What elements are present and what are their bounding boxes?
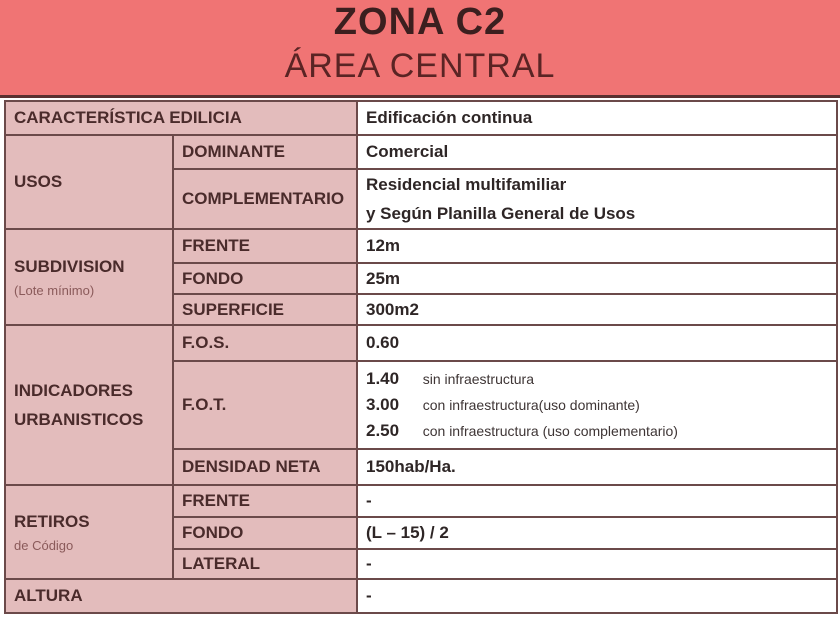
table-row	[5, 325, 837, 361]
subdivision-frente-label: FRENTE	[173, 229, 357, 263]
table-row	[5, 101, 837, 135]
indicadores-label	[5, 325, 173, 485]
subdivision-title: SUBDIVISION	[14, 256, 125, 276]
retiros-label	[5, 485, 173, 579]
usos-complementario-value	[357, 169, 837, 229]
retiros-frente-label: FRENTE	[173, 485, 357, 517]
fos-value: 0.60	[357, 325, 837, 361]
subdivision-label	[5, 229, 173, 325]
subdivision-superficie-value: 300m2	[357, 294, 837, 325]
zone-spec-table	[4, 100, 838, 614]
subdivision-superficie-label: SUPERFICIE	[173, 294, 357, 325]
retiros-title: RETIROS	[14, 511, 90, 531]
usos-dominante-label: DOMINANTE	[173, 135, 357, 169]
usos-label: USOS	[5, 135, 173, 229]
table-row	[5, 485, 837, 517]
usos-complementario-line2: y Según Planilla General de Usos	[366, 204, 636, 223]
zone-header	[0, 0, 840, 98]
zone-subtitle: ÁREA CENTRAL	[284, 47, 556, 85]
densidad-value: 150hab/Ha.	[357, 449, 837, 485]
subdivision-fondo-value: 25m	[357, 263, 837, 294]
retiros-note: de Código	[14, 537, 74, 553]
retiros-lateral-value: -	[357, 549, 837, 579]
fot-row-value: 2.50	[366, 421, 400, 440]
fot-row	[366, 418, 828, 444]
fot-row	[366, 366, 828, 392]
table-row	[5, 135, 837, 169]
fot-row	[366, 392, 828, 418]
fot-label: F.O.T.	[173, 361, 357, 449]
caracteristica-label: CARACTERÍSTICA EDILICIA	[5, 101, 357, 135]
caracteristica-value: Edificación continua	[357, 101, 837, 135]
retiros-lateral-label: LATERAL	[173, 549, 357, 579]
usos-complementario-label: COMPLEMENTARIO	[173, 169, 357, 229]
indicadores-label-line2: URBANISTICOS	[14, 410, 144, 429]
fot-row-value: 1.40	[366, 369, 400, 388]
altura-value: -	[357, 579, 837, 613]
zone-title: ZONA C2	[333, 1, 507, 43]
table-row	[5, 229, 837, 263]
subdivision-fondo-label: FONDO	[173, 263, 357, 294]
retiros-fondo-value: (L – 15) / 2	[357, 517, 837, 549]
altura-label: ALTURA	[5, 579, 357, 613]
table-row	[5, 579, 837, 613]
retiros-frente-value: -	[357, 485, 837, 517]
fot-row-desc: con infraestructura(uso dominante)	[422, 397, 640, 413]
subdivision-note: (Lote mínimo)	[14, 282, 95, 298]
retiros-fondo-label: FONDO	[173, 517, 357, 549]
fot-values	[357, 361, 837, 449]
indicadores-label-line1: INDICADORES	[14, 381, 134, 400]
usos-dominante-value: Comercial	[357, 135, 837, 169]
usos-complementario-line1: Residencial multifamiliar	[366, 175, 567, 194]
fot-row-desc: sin infraestructura	[422, 371, 535, 387]
fos-label: F.O.S.	[173, 325, 357, 361]
fot-row-desc: con infraestructura (uso complementario)	[422, 423, 678, 439]
fot-row-value: 3.00	[366, 395, 400, 414]
densidad-label: DENSIDAD NETA	[173, 449, 357, 485]
subdivision-frente-value: 12m	[357, 229, 837, 263]
